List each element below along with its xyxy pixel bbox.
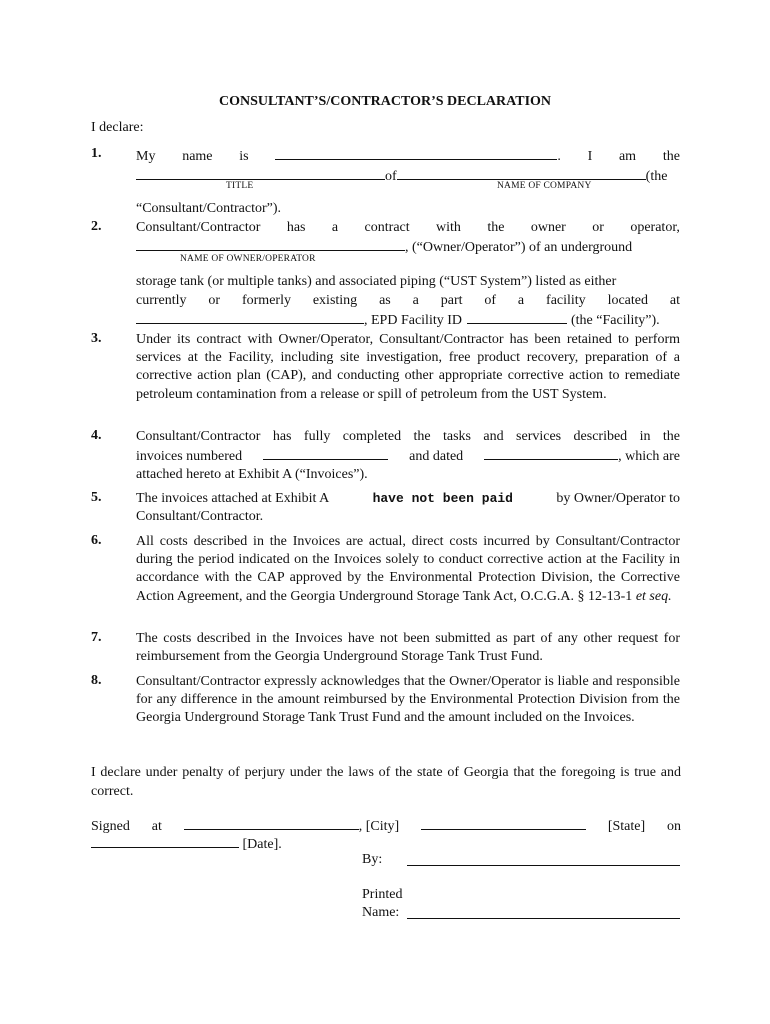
item-number-8: 8. (91, 673, 102, 688)
signed-label: Signed (91, 819, 130, 834)
item-5-bold: have not been paid (372, 491, 513, 506)
printed-name-line (407, 905, 680, 924)
at-label: at (151, 819, 162, 834)
item-5-text-b: by Owner/Operator to (556, 491, 680, 506)
date-line (91, 834, 282, 853)
item-2 (136, 219, 680, 330)
item-number-1: 1. (91, 146, 102, 161)
item-number-6: 6. (91, 533, 102, 548)
name-field[interactable] (275, 146, 557, 160)
item-6-text: All costs described in the Invoices are actual, direct costs incurred by Consultant/Contractor during the period indicated on the Invoices solely to conduct corrective action at the Facility in accordance with the CAP approved by the Environmental Protection Division, the Corrective Action Agreement, and the Georgia Underground Storage Tank Act, O.C.G.A. § 12-13-1 (136, 534, 680, 604)
item-5 (136, 490, 680, 526)
item-2-word: Consultant/Contractor (136, 220, 261, 235)
date-label: [Date]. (242, 837, 282, 852)
item-7-text: The costs described in the Invoices have not been submitted as part of any other request for reimbursement from the Georgia Underground Storage Tank Trust Fund. (136, 631, 680, 665)
intro-text: I declare: (91, 120, 144, 135)
item-6 (136, 533, 680, 606)
item-2-line-4-text: currently or formerly existing as a part of a facility located at (136, 292, 680, 308)
item-4-which-are: , which are (618, 449, 680, 465)
facility-location-field[interactable] (136, 310, 364, 324)
company-name-field[interactable] (397, 166, 646, 180)
item-1-of: of (385, 169, 397, 185)
item-2-word: a (331, 220, 339, 235)
item-4-line-1: Consultant/Contractor has fully completed the tasks and services described in the (136, 429, 680, 444)
item-number-2: 2. (91, 219, 102, 234)
item-number-4: 4. (91, 428, 102, 443)
state-field[interactable] (421, 816, 586, 830)
signature-field[interactable] (407, 852, 680, 866)
item-2-word: has (286, 220, 306, 235)
title-field[interactable] (136, 166, 385, 180)
city-field[interactable] (184, 816, 359, 830)
item-number-7: 7. (91, 630, 102, 645)
item-2-word: or (592, 220, 604, 235)
item-2-word: operator, (630, 220, 680, 235)
item-1-line-3: “Consultant/Contractor”). (136, 201, 282, 217)
item-1-word: is (239, 149, 249, 164)
item-1-word: My (136, 149, 156, 164)
printed-label: Printed (362, 887, 403, 902)
item-4-invoices-label: invoices numbered (136, 449, 243, 465)
item-2-line-3: storage tank (or multiple tanks) and associated piping (“UST System”) listed as either (136, 274, 617, 290)
date-field[interactable] (91, 834, 239, 848)
item-1-word: the (662, 149, 680, 164)
item-2-epd-label: , EPD Facility ID (364, 312, 462, 328)
item-2-word: owner (530, 220, 566, 235)
city-label: , [City] (358, 819, 400, 834)
item-2-line-2: , (“Owner/Operator”) of an underground (405, 240, 633, 256)
by-label: By: (362, 852, 383, 867)
item-8-text: Consultant/Contractor expressly acknowledges that the Owner/Operator is liable and responsible for any difference in the amount reimbursed by the Environmental Protection Division from the Georgia Underground Storage Tank Trust Fund and the amount included on the Invoices. (136, 674, 680, 726)
item-5-text-a: The invoices attached at Exhibit A (136, 491, 330, 506)
item-1-period: . (557, 149, 561, 164)
item-1 (136, 146, 680, 219)
item-4-dated-label: and dated (409, 449, 464, 465)
item-6-et-seq: et seq. (635, 588, 672, 604)
item-3-text: Under its contract with Owner/Operator, Consultant/Contractor has been retained to perform services at the Facility, including site investigation, free product recovery, preparation of a corrective action plan (CAP), and conducting other appropriate corrective action to remediate petroleum contamination from a release or spill of petroleum from the UST System. (136, 332, 680, 402)
company-caption: NAME OF COMPANY (497, 181, 592, 191)
item-2-line-4 (136, 292, 680, 310)
item-2-word: with (436, 220, 461, 235)
name-label: Name: (362, 905, 400, 920)
item-1-word: am (618, 149, 637, 164)
item-1-the: (the (645, 169, 668, 185)
item-4 (136, 428, 680, 485)
item-5-line-2: Consultant/Contractor. (136, 509, 264, 525)
invoice-dates-field[interactable] (484, 446, 618, 460)
document-title: CONSULTANT’S/CONTRACTOR’S DECLARATION (218, 94, 552, 109)
item-4-line-3: attached hereto at Exhibit A (“Invoices”). (136, 467, 368, 483)
title-caption: TITLE (226, 181, 254, 191)
item-number-3: 3. (91, 331, 102, 346)
item-1-word: name (182, 149, 213, 164)
item-1-word: I (587, 149, 593, 164)
perjury-declaration: I declare under penalty of perjury under the laws of the state of Georgia that the foregoing is true and correct. (91, 765, 681, 799)
signed-at-line (91, 816, 681, 835)
item-number-5: 5. (91, 490, 102, 505)
item-2-word: contract (364, 220, 410, 235)
owner-operator-name-field[interactable] (136, 237, 405, 251)
signature-line (407, 852, 680, 871)
item-2-word: the (487, 220, 505, 235)
owner-operator-caption: NAME OF OWNER/OPERATOR (180, 254, 316, 264)
epd-facility-id-field[interactable] (467, 310, 567, 324)
item-2-facility-label: (the “Facility”). (571, 312, 660, 328)
on-label: on (667, 819, 681, 834)
invoice-numbers-field[interactable] (263, 446, 388, 460)
state-label: [State] (607, 819, 646, 834)
printed-name-field[interactable] (407, 905, 680, 919)
